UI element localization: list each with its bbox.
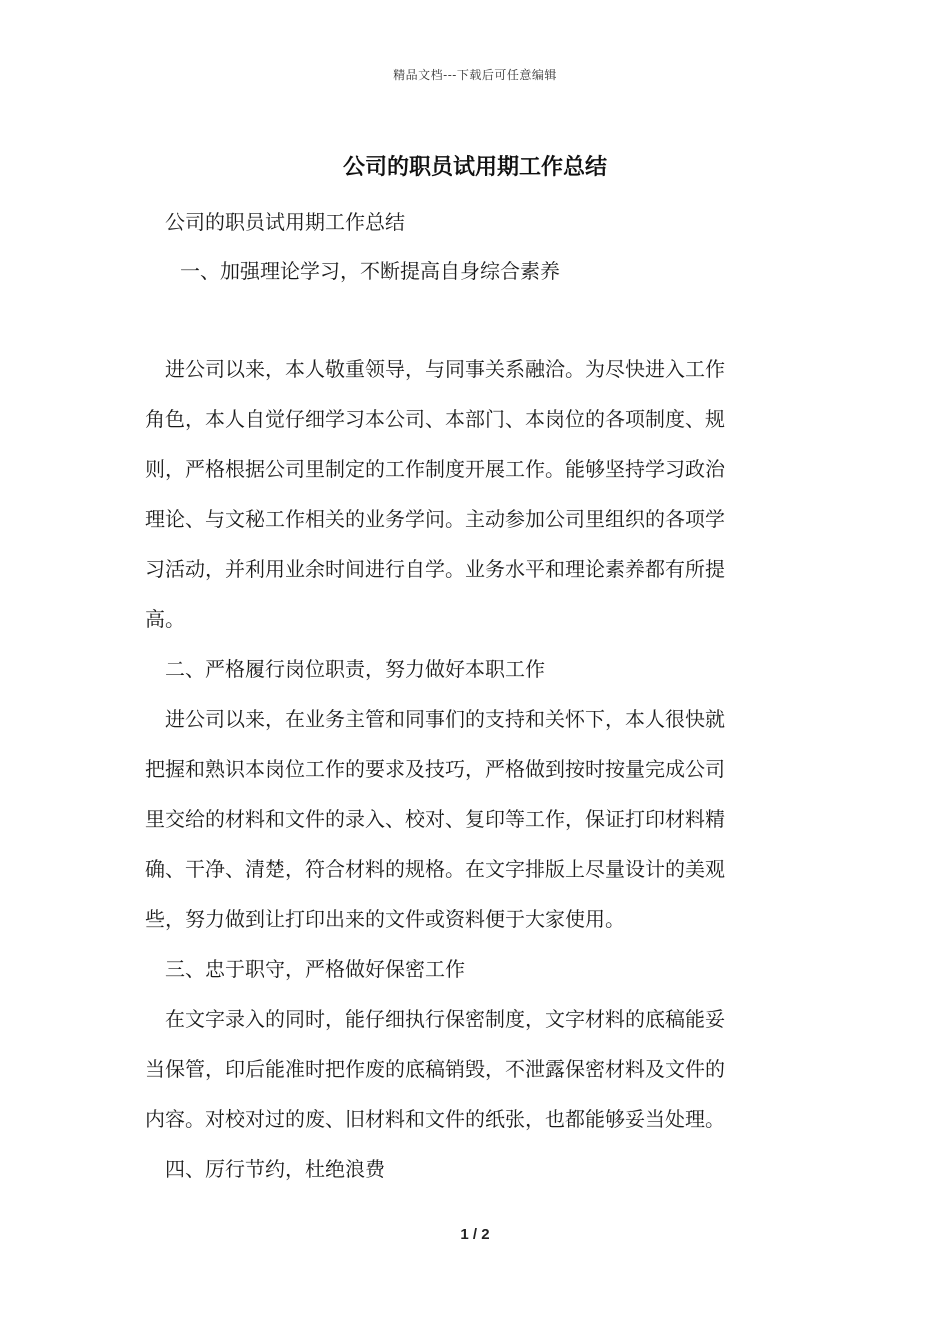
section-heading-4: 四、厉行节约，杜绝浪费 <box>165 1157 385 1181</box>
section-heading-1: 一、加强理论学习，不断提高自身综合素养 <box>180 259 560 283</box>
paragraph-line: 理论、与文秘工作相关的业务学问。主动参加公司里组织的各项学 <box>145 507 725 531</box>
paragraph-line: 则，严格根据公司里制定的工作制度开展工作。能够坚持学习政治 <box>145 457 725 481</box>
paragraph-line: 当保管，印后能准时把作废的底稿销毁，不泄露保密材料及文件的 <box>145 1057 725 1081</box>
paragraph-line: 高。 <box>145 607 185 631</box>
section-heading-3: 三、忠于职守，严格做好保密工作 <box>165 957 465 981</box>
paragraph-line: 内容。对校对过的废、旧材料和文件的纸张，也都能够妥当处理。 <box>145 1107 725 1131</box>
paragraph-line: 些，努力做到让打印出来的文件或资料便于大家使用。 <box>145 907 625 931</box>
paragraph-line: 在文字录入的同时，能仔细执行保密制度，文字材料的底稿能妥 <box>165 1007 725 1031</box>
page-indicator: 1 / 2 <box>460 1226 490 1243</box>
document-title: 公司的职员试用期工作总结 <box>342 154 607 180</box>
header-note: 精品文档---下载后可任意编辑 <box>393 68 557 82</box>
body-line-subtitle: 公司的职员试用期工作总结 <box>165 210 405 234</box>
paragraph-line: 进公司以来，在业务主管和同事们的支持和关怀下，本人很快就 <box>165 707 725 731</box>
section-heading-2: 二、严格履行岗位职责，努力做好本职工作 <box>165 657 545 681</box>
paragraph-line: 习活动，并利用业余时间进行自学。业务水平和理论素养都有所提 <box>145 557 725 581</box>
paragraph-line: 角色，本人自觉仔细学习本公司、本部门、本岗位的各项制度、规 <box>145 407 725 431</box>
paragraph-line: 里交给的材料和文件的录入、校对、复印等工作，保证打印材料精 <box>145 807 725 831</box>
paragraph-line: 进公司以来，本人敬重领导，与同事关系融洽。为尽快进入工作 <box>165 357 725 381</box>
paragraph-line: 确、干净、清楚，符合材料的规格。在文字排版上尽量设计的美观 <box>145 857 725 881</box>
paragraph-line: 把握和熟识本岗位工作的要求及技巧，严格做到按时按量完成公司 <box>145 757 725 781</box>
